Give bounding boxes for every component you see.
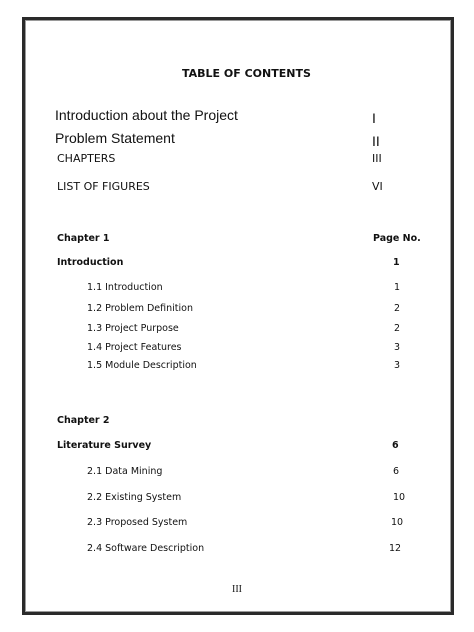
chapter2-title: Literature Survey [57,440,152,451]
toc-page-2-2: 10 [393,492,406,503]
toc-entry-2-3: 2.3 Proposed System [87,517,188,528]
toc-entry-1-5: 1.5 Module Description [87,360,197,371]
chapter2-page: 6 [392,440,399,451]
toc-entry-1-2: 1.2 Problem Definition [87,303,193,314]
toc-page-2-4: 12 [389,543,402,554]
toc-entry-chapters: CHAPTERS [57,152,116,165]
toc-entry-list-of-figures: LIST OF FIGURES [57,180,150,193]
toc-page-2-3: 10 [391,517,404,528]
toc-entry-2-2: 2.2 Existing System [87,492,182,503]
chapter1-page: 1 [393,257,400,268]
toc-page-intro-project: I [372,110,376,126]
toc-page-2-1: 6 [393,466,400,477]
toc-entry-intro-project: Introduction about the Project [55,107,238,123]
toc-entry-problem-statement: Problem Statement [55,130,175,146]
toc-page-1-4: 3 [394,342,401,353]
toc-page-1-5: 3 [394,360,401,371]
toc-page-chapters: III [372,152,382,165]
page-no-header: Page No. [373,233,421,244]
toc-page-1-1: 1 [394,282,401,293]
toc-entry-2-1: 2.1 Data Mining [87,466,163,477]
chapter1-title: Introduction [57,257,124,268]
toc-page-problem-statement: II [372,133,380,149]
page-title: TABLE OF CONTENTS [182,67,311,80]
toc-entry-2-4: 2.4 Software Description [87,543,205,554]
toc-page-1-3: 2 [394,323,401,334]
toc-entry-1-3: 1.3 Project Purpose [87,323,179,334]
chapter1-heading: Chapter 1 [57,233,110,244]
toc-page-1-2: 2 [394,303,401,314]
footer-page-number: III [232,584,242,595]
toc-entry-1-4: 1.4 Project Features [87,342,182,353]
toc-page-list-of-figures: VI [372,180,383,193]
chapter2-heading: Chapter 2 [57,415,110,426]
toc-entry-1-1: 1.1 Introduction [87,282,163,293]
